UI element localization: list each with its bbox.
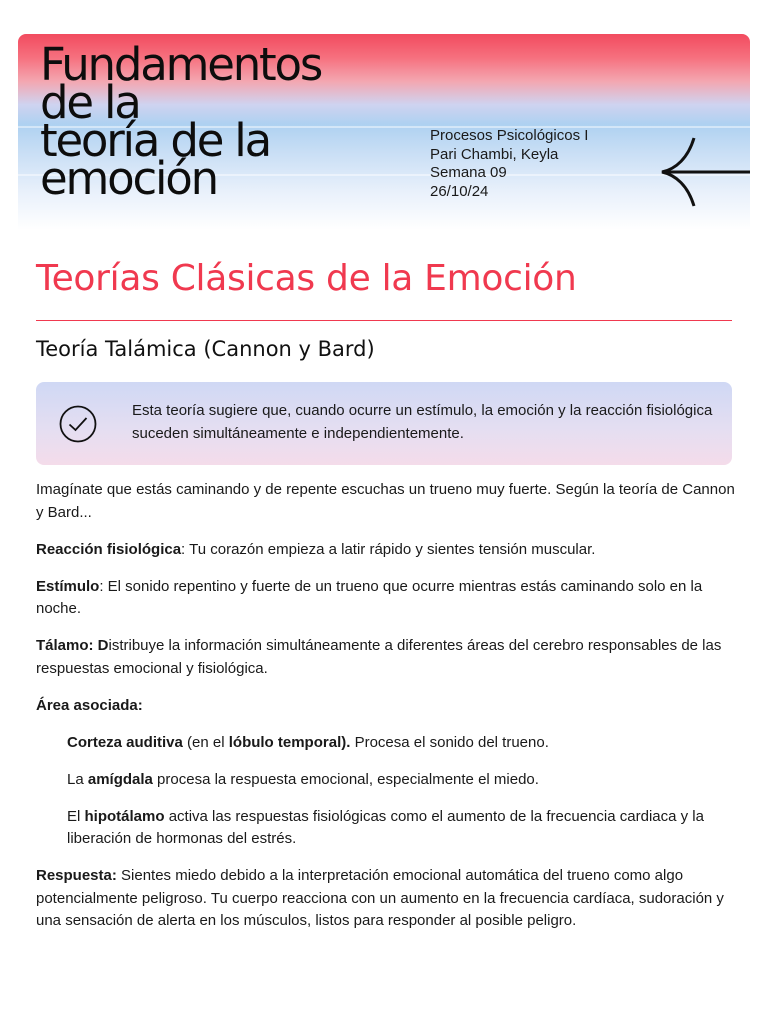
callout-text: Esta teoría sugiere que, cuando ocurre un estímulo, la emoción y la reacción fisiológica suceden simultáneamente e independientemente.	[132, 402, 713, 442]
paragraph-respuesta	[36, 865, 736, 933]
author-name: Pari Chambi, Keyla	[430, 145, 559, 163]
date-label: 26/10/24	[430, 182, 489, 200]
title-line: teoría de la	[40, 114, 270, 167]
term-label: lóbulo temporal).	[228, 733, 351, 751]
paragraph-text: El	[67, 807, 85, 825]
definition-callout	[36, 382, 732, 465]
term-label: Corteza auditiva	[67, 733, 183, 751]
paragraph-estimulo	[36, 576, 736, 621]
document-meta	[430, 127, 588, 201]
term-label: Área asociada:	[36, 696, 143, 714]
term-label: Tálamo: D	[36, 637, 109, 654]
arrow-left-icon	[658, 136, 750, 208]
title-line: de la	[40, 76, 140, 129]
paragraph-text: : El sonido repentino y fuerte de un trueno que ocurre mientras estás caminando solo en la noche.	[36, 577, 703, 617]
term-label: amígdala	[87, 770, 153, 788]
list-item-hipotalamo	[36, 806, 736, 851]
list-item-amigdala	[36, 769, 736, 792]
title-line: Fundamentos	[40, 38, 322, 91]
paragraph-text: : Tu corazón empieza a latir rápido y sientes tensión muscular.	[181, 540, 596, 558]
week-label: Semana 09	[430, 164, 507, 181]
paragraph-text: activa las respuestas fisiológicas como el aumento de la frecuencia cardiaca y la liberación de hormonas del estrés.	[67, 807, 704, 847]
paragraph-area	[36, 695, 736, 718]
title-line: emoción	[40, 152, 217, 205]
paragraph-text: Sientes miedo debido a la interpretación emocional automática del trueno como algo potencialmente peligroso. Tu cuerpo reacciona con un aumento en la frecuencia cardíaca, sudoración y una sensación de alerta en los músculos, listos para responder al posible peligro.	[36, 867, 724, 929]
paragraph-text: istribuye la información simultáneamente a diferentes áreas del cerebro responsables de las respuestas emocional y fisiológica.	[36, 637, 722, 677]
intro-paragraph: Imagínate que estás caminando y de repente escuchas un trueno muy fuerte. Según la teoría de Cannon y Bard...	[36, 481, 735, 521]
term-label: hipotálamo	[84, 807, 165, 825]
paragraph-reaccion	[36, 539, 736, 562]
paragraph-text: procesa la respuesta emocional, especialmente el miedo.	[152, 770, 539, 788]
subsection-title: Teoría Talámica (Cannon y Bard)	[36, 337, 375, 361]
document-title	[40, 38, 400, 205]
term-label: Respuesta:	[36, 867, 117, 884]
section-title: Teorías Clásicas de la Emoción	[36, 258, 577, 299]
document-body	[36, 479, 736, 947]
list-item-corteza	[36, 732, 736, 755]
course-name: Procesos Psicológicos I	[430, 127, 589, 144]
paragraph-text: Procesa el sonido del trueno.	[350, 733, 549, 751]
check-circle-icon	[58, 404, 98, 444]
document-header	[18, 34, 750, 230]
paragraph-talamo	[36, 635, 736, 680]
term-label: Reacción fisiológica	[36, 540, 182, 558]
paragraph-text: (en el	[182, 733, 229, 751]
paragraph-text: La	[67, 770, 88, 788]
term-label: Estímulo	[36, 577, 100, 595]
section-divider	[36, 320, 732, 321]
